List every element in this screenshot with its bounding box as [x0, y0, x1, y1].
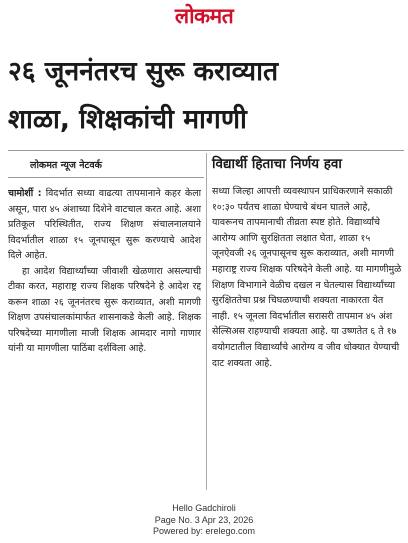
article-headline [8, 48, 404, 144]
paragraph-2: हा आदेश विद्यार्थ्यांच्या जीवाशी खेळणारा असल्याची टीका करत, महाराष्ट्र राज्य शिक्षक परिषदेने हे आदेश रद्द करून शाळा २६ जूननंतरच सुरू कराव्यात, अशी मागणी शिक्षण उपसंचालकांमार्फत शासनाकडे केली आहे. शिक्षक परिषदेच्या मागणीला माजी शिक्षक आमदार नागो गाणार यांनी या मागणीला पाठिंबा दर्शविला आहे. [8, 265, 201, 354]
divider [8, 177, 204, 178]
newspaper-logo: लोकमत [174, 4, 234, 28]
paragraph-1-text: विदर्भात सध्या वाढत्या तापमानाने कहर केला असून, पारा ४५ अंशाच्या दिशेने वाटचाल करत आहे. अशा प्रतिकूल परिस्थितीत, राज्य शिक्षण संचालनालयाने विदर्भातील शाळा १५ जूनपासून सुरू करण्याचे आदेश दिले आहेत. [8, 188, 201, 261]
article-right-column [212, 184, 404, 490]
article-left-column [8, 186, 201, 486]
column-divider [206, 153, 207, 490]
footer-publisher: Hello Gadchiroli [172, 503, 236, 513]
side-paragraph: सध्या जिल्हा आपत्ती व्यवस्थापन प्राधिकरणाने सकाळी १०:३० पर्यंतच शाळा घेण्याचे बंधन घातले आहे, यावरूनच तापमानाची तीव्रता स्पष्ट होते. विद्यार्थ्यांचे आरोग्य आणि सुरक्षितता लक्षात घेता, शाळा १५ जूनऐवजी २६ जूनपासूनच सुरू कराव्यात, अशी मागणी महाराष्ट्र राज्य शिक्षक परिषदेने केली आहे. या मागणीमुळे शिक्षण विभागाने वेळीच दखल न घेतल्यास विद्यार्थ्यांच्या सुरक्षिततेचा प्रश्न चिघळण्याची शक्यता नाकारता येत नाही. १५ जूनला विदर्भातील सरासरी तापमान ४५ अंश सेल्सिअस राहण्याची शक्यता आहे. या उष्णतेत ६ ते १७ वयोगटातील विद्यार्थ्यांचे आरोग्य व जीव धोक्यात येण्याची दाट शक्यता आहे. [212, 186, 402, 369]
footer-powered-by: Powered by: erelego.com [152, 526, 256, 536]
headline-line-1: २६ जूननंतरच सुरू कराव्यात [8, 56, 279, 87]
headline-line-2: शाळा, शिक्षकांची मागणी [8, 104, 247, 135]
side-heading: विद्यार्थी हिताचा निर्णय हवा [212, 156, 342, 172]
byline: लोकमत न्यूज नेटवर्क [30, 160, 102, 171]
page-footer [0, 503, 408, 538]
footer-page-info: Page No. 3 Apr 23, 2026 [154, 514, 254, 525]
masthead [0, 0, 408, 30]
divider [8, 150, 404, 151]
dateline: चामोर्शी : [8, 188, 42, 199]
paragraph-1 [8, 186, 201, 264]
